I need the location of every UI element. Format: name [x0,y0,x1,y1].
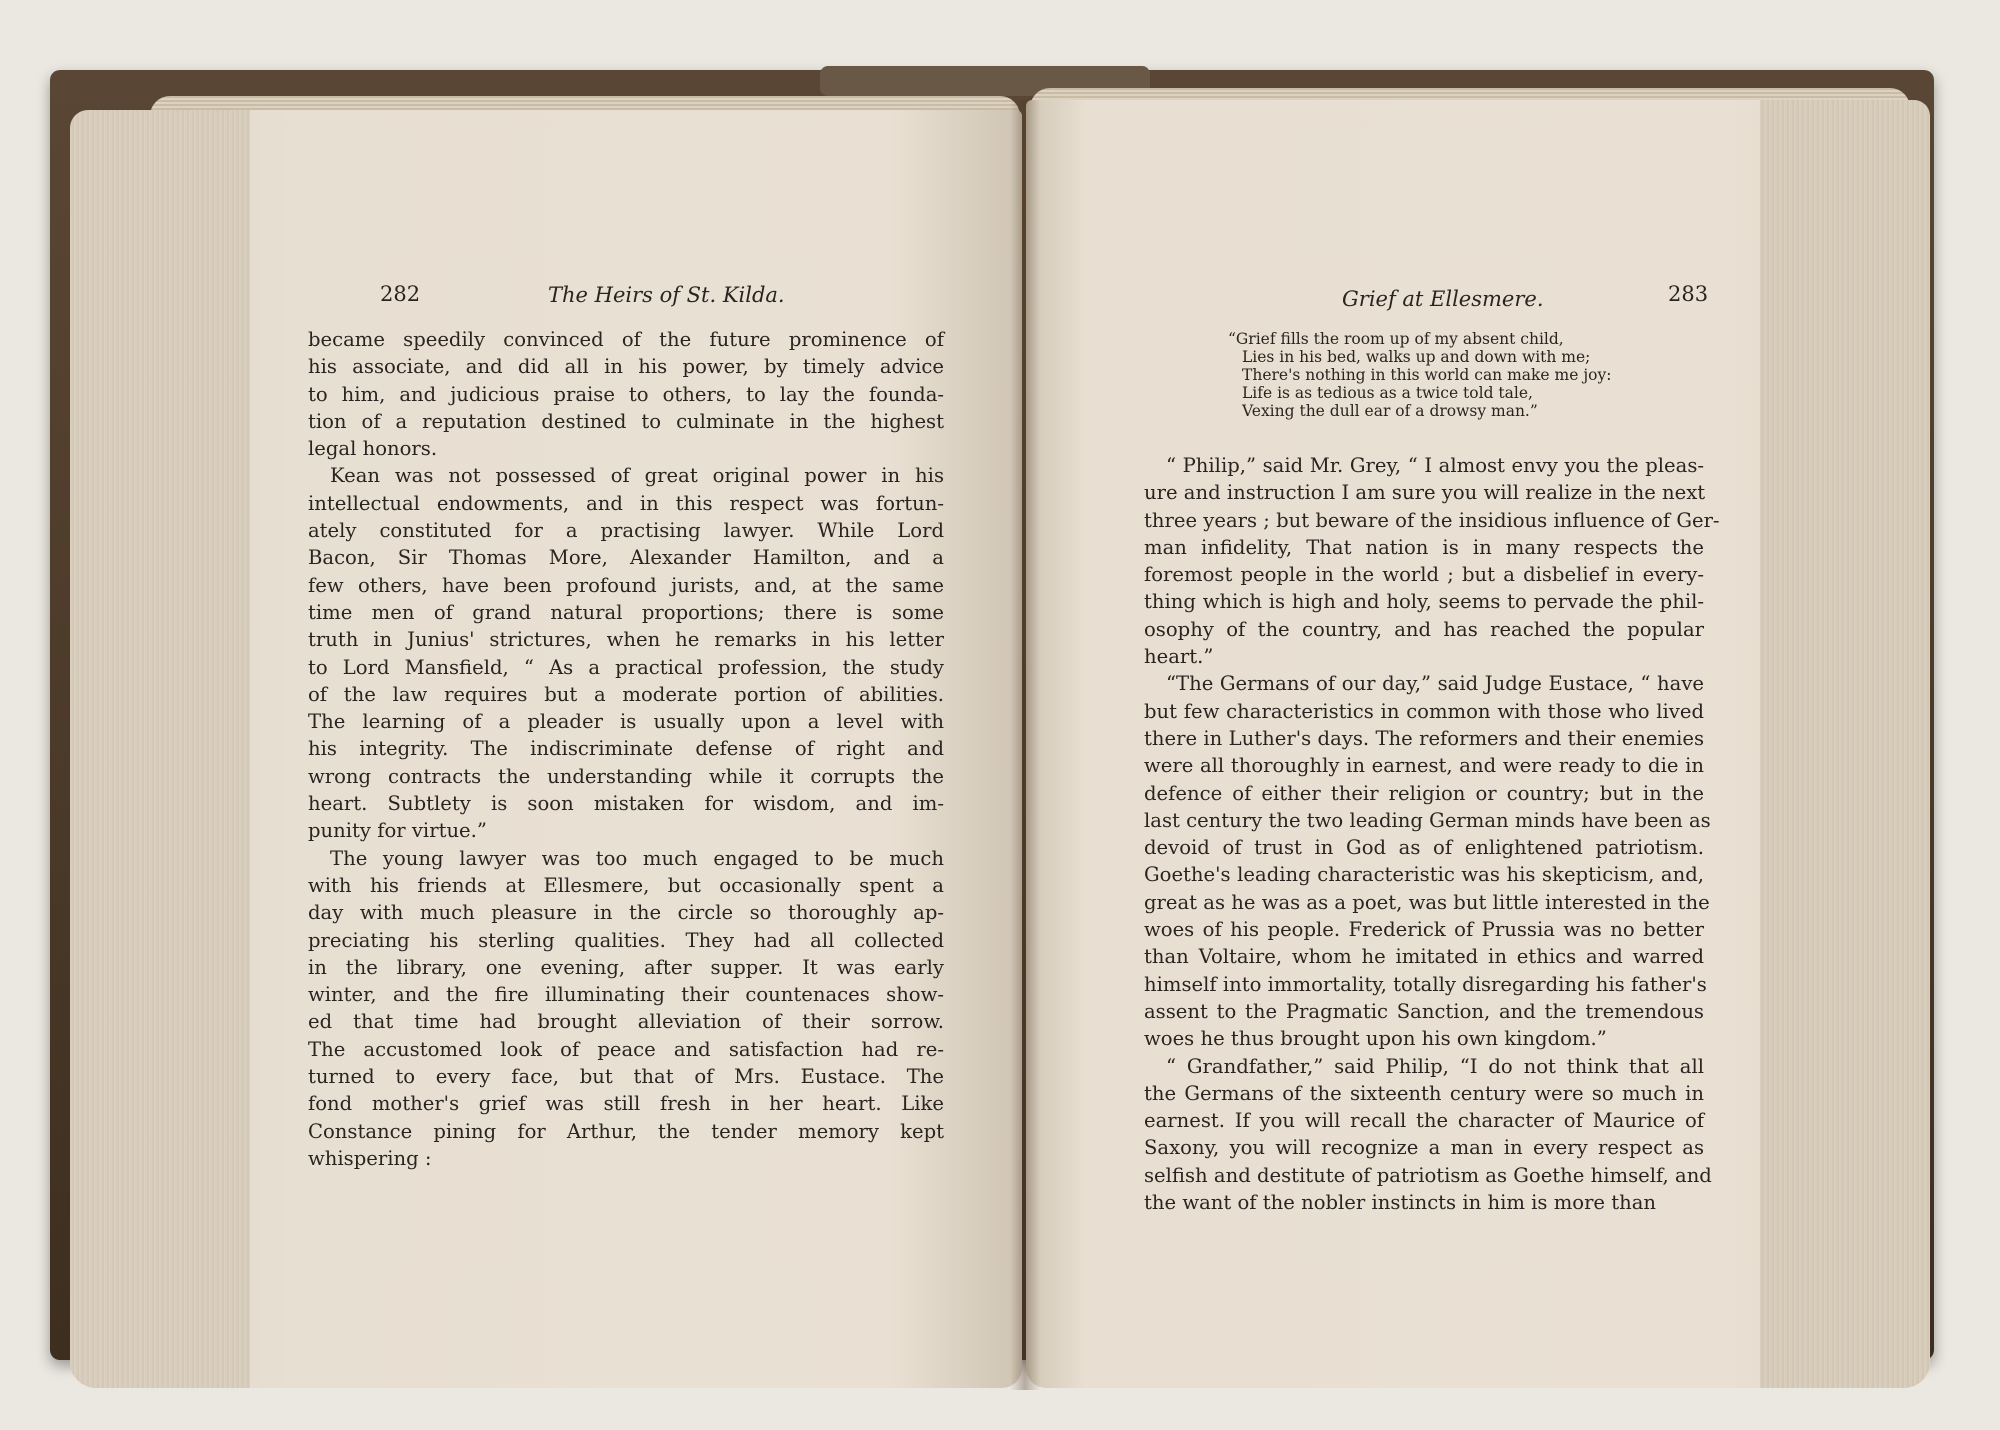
text-line: three years ; but beware of the insidious influence of Ger- [1144,508,1720,532]
text-line: to him, and judicious praise to others, to lay the founda- [308,382,944,406]
text-line: became speedily convinced of the future prominence of [308,328,944,351]
text-line: ately constituted for a practising lawyer. While Lord [308,519,944,543]
text-line: man infidelity, That nation is in many respects the [1144,535,1704,559]
text-line: last century the two leading German minds have been as [1144,808,1711,832]
poem-line: Life is as tedious as a twice told tale, [1242,384,1533,402]
text-line: preciating his sterling qualities. They had all collected [308,928,944,952]
text-line: fond mother's grief was still fresh in her heart. Like [308,1092,944,1116]
right-page-number: 283 [1668,282,1709,306]
text-line: his associate, and did all in his power, by timely advice [308,355,944,379]
poem-line: There's nothing in this world can make me joy: [1242,366,1612,384]
text-line: truth in Junius' strictures, when he remarks in his letter [308,628,944,652]
text-line: in the library, one evening, after supper. It was early [308,955,944,979]
text-line: foremost people in the world ; but a disbelief in every- [1144,563,1704,587]
text-line: his integrity. The indiscriminate defense of right and [308,737,944,761]
poem-line: Lies in his bed, walks up and down with me; [1242,348,1591,366]
text-line: whispering : [308,1146,432,1170]
text-line: of the law requires but a moderate portion of abilities. [308,682,944,706]
text-line: there in Luther's days. The reformers and their enemies [1144,726,1704,750]
text-line: “ Philip,” said Mr. Grey, “ I almost envy you the pleas- [1166,454,1704,477]
text-line: The learning of a pleader is usually upon a level with [308,710,944,734]
text-line: selfish and destitute of patriotism as Goethe himself, and [1144,1163,1712,1187]
text-line: woes he thus brought upon his own kingdom.” [1144,1027,1607,1051]
text-line: to Lord Mansfield, “ As a practical profession, the study [308,655,944,679]
right-running-head: Grief at Ellesmere. [1342,287,1544,311]
text-line: punity for virtue.” [308,819,487,843]
text-line: defence of either their religion or country; but in the [1144,781,1704,805]
text-line: tion of a reputation destined to culminate in the highest [308,409,944,433]
text-line: wrong contracts the understanding while it corrupts the [308,764,944,788]
left-page-body [308,326,944,1172]
text-line: intellectual endowments, and in this respect was fortun- [308,491,944,515]
text-line: day with much pleasure in the circle so thoroughly ap- [308,901,944,925]
text-line: turned to every face, but that of Mrs. Eustace. The [308,1065,944,1089]
text-line: Constance pining for Arthur, the tender memory kept [308,1119,944,1143]
text-line: “ Grandfather,” said Philip, “I do not think that all [1166,1054,1704,1078]
text-line: the Germans of the sixteenth century were so much in [1144,1081,1704,1105]
right-page-body [1144,452,1720,1216]
text-line: the want of the nobler instincts in him is more than [1144,1191,1657,1215]
text-line: osophy of the country, and has reached the popular [1144,617,1704,641]
text-line: were all thoroughly in earnest, and were ready to die in [1144,754,1704,778]
left-running-head: The Heirs of St. Kilda. [548,283,785,307]
text-line: Goethe's leading characteristic was his skepticism, and, [1144,863,1704,887]
text-line: ure and instruction I am sure you will realize in the next [1144,481,1706,505]
text-line: Saxony, you will recognize a man in every respect as [1144,1136,1704,1160]
left-page-number: 282 [380,282,421,306]
poem-line: “Grief fills the room up of my absent child, [1228,330,1564,348]
text-line: woes of his people. Frederick of Prussia was no better [1144,918,1704,942]
text-line: “The Germans of our day,” said Judge Eustace, “ have [1166,672,1704,696]
text-line: with his friends at Ellesmere, but occasionally spent a [308,873,944,897]
text-line: winter, and the fire illuminating their countenaces show- [308,983,944,1007]
text-line: great as he was as a poet, was but little interested in the [1144,890,1710,914]
text-line: heart.” [1144,645,1214,669]
poem-line: Vexing the dull ear of a drowsy man.” [1242,402,1538,420]
text-line: heart. Subtlety is soon mistaken for wisdom, and im- [308,792,944,816]
text-line: few others, have been profound jurists, and, at the same [308,573,944,597]
text-line: The young lawyer was too much engaged to be much [330,846,944,870]
book-gutter [1010,100,1040,1390]
text-line: devoid of trust in God as of enlightened patriotism. [1144,836,1704,860]
text-line: ed that time had brought alleviation of their sorrow. [308,1010,944,1034]
text-line: Kean was not possessed of great original power in his [330,464,944,488]
text-line: assent to the Pragmatic Sanction, and the tremendous [1144,999,1704,1023]
text-line: than Voltaire, whom he imitated in ethics and warred [1144,945,1704,969]
text-line: earnest. If you will recall the character of Maurice of [1144,1109,1704,1133]
poem-quote [1228,330,1668,420]
text-line: thing which is high and holy, seems to pervade the phil- [1144,590,1704,614]
text-line: Bacon, Sir Thomas More, Alexander Hamilton, and a [308,546,944,570]
text-line: The accustomed look of peace and satisfaction had re- [308,1037,944,1061]
text-line: time men of grand natural proportions; there is some [308,600,944,624]
text-line: legal honors. [308,437,438,461]
text-line: himself into immortality, totally disregarding his father's [1144,972,1707,996]
text-line: but few characteristics in common with those who lived [1144,699,1704,723]
